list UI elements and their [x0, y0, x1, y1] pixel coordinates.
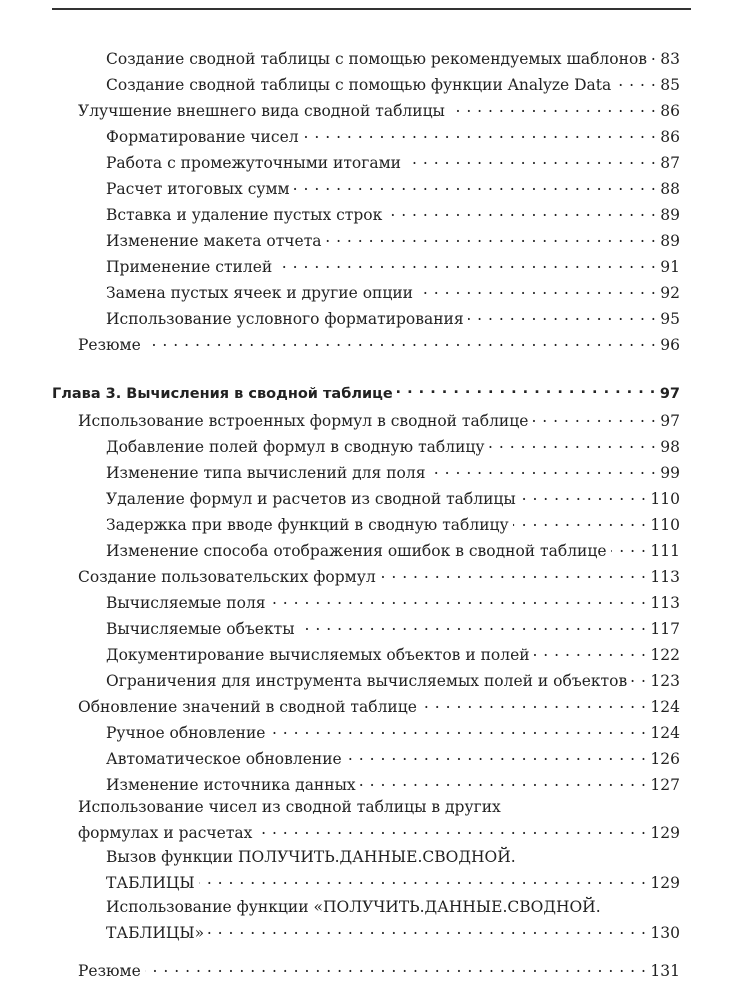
toc-entry-page: 131 [650, 962, 680, 980]
toc-subsection-entry[interactable] [106, 124, 680, 146]
toc-subsection-entry[interactable] [106, 72, 680, 94]
toc-entry-title: Форматирование чисел [106, 128, 299, 146]
dot-leader [346, 746, 647, 764]
toc-entry-page: 97 [659, 386, 680, 402]
toc-subsection-entry[interactable] [106, 150, 680, 172]
toc-entry-title: Изменение типа вычислений для поля [106, 464, 426, 482]
dot-leader [534, 642, 647, 660]
toc-subsection-entry[interactable] [106, 848, 680, 892]
toc-entry-page: 130 [650, 924, 680, 942]
toc-entry-title: Расчет итоговых сумм [106, 180, 290, 198]
toc-subsection-entry[interactable] [106, 746, 680, 768]
toc-section-entry[interactable] [78, 408, 680, 430]
toc-entry-title: Ограничения для инструмента вычисляемых полей и объектов [106, 672, 628, 690]
toc-entry-page: 86 [660, 102, 680, 120]
toc-entry-page: 124 [650, 698, 680, 716]
dot-leader [417, 280, 656, 298]
toc-entry-page: 98 [660, 438, 680, 456]
toc-subsection-entry[interactable] [106, 616, 680, 638]
toc-entry-title: Замена пустых ячеек и другие опции [106, 284, 414, 302]
toc-entry-title: Резюме [78, 962, 141, 980]
toc-section-entry[interactable] [78, 694, 680, 716]
toc-entry-title: Добавление полей формул в сводную таблицу [106, 438, 485, 456]
toc-entry-page: 95 [660, 310, 680, 328]
toc-entry-page: 110 [650, 516, 680, 534]
toc-entry-title: Улучшение внешнего вида сводной таблицы [78, 102, 445, 120]
toc-entry-title: Вычисляемые поля [106, 594, 266, 612]
toc-entry-title: Изменение макета отчета [106, 232, 322, 250]
toc-entry-page: 129 [650, 874, 680, 892]
toc-entry-title: Изменение способа отображения ошибок в сводной таблице [106, 542, 607, 560]
chapter-heading[interactable] [52, 380, 680, 402]
dot-leader [360, 772, 647, 790]
dot-leader [430, 460, 657, 478]
dot-leader [269, 720, 646, 738]
toc-subsection-entry[interactable] [106, 898, 680, 942]
toc-entry-continuation [106, 870, 680, 892]
toc-entry-page: 88 [660, 180, 680, 198]
toc-subsection-entry[interactable] [106, 642, 680, 664]
toc-entry-page: 83 [660, 50, 680, 68]
header-rule [52, 8, 691, 10]
dot-leader [449, 98, 656, 116]
dot-leader [270, 590, 647, 608]
toc-subsection-entry[interactable] [106, 306, 680, 328]
toc-subsection-entry[interactable] [106, 46, 680, 68]
toc-entry-page: 110 [650, 490, 680, 508]
dot-leader [326, 228, 657, 246]
dot-leader [145, 332, 656, 350]
toc-entry-page: 92 [660, 284, 680, 302]
toc-subsection-entry[interactable] [106, 486, 680, 508]
toc-subsection-entry[interactable] [106, 202, 680, 224]
toc-entry-page: 99 [660, 464, 680, 482]
toc-entry-title: Изменение источника данных [106, 776, 356, 794]
dot-leader [520, 486, 647, 504]
dot-leader [294, 176, 657, 194]
toc-entry-page: 85 [660, 76, 680, 94]
toc-entry-title: Глава 3. Вычисления в сводной таблице [52, 386, 393, 402]
toc-entry-title-line2: формулах и расчетах [78, 824, 253, 842]
toc-entry-page: 117 [650, 620, 680, 638]
toc-entry-title: Документирование вычисляемых объектов и полей [106, 646, 530, 664]
toc-entry-title: Создание сводной таблицы с помощью рекомендуемых шаблонов [106, 50, 648, 68]
toc-entry-page: 124 [650, 724, 680, 742]
dot-leader [489, 434, 657, 452]
toc-subsection-entry[interactable] [106, 176, 680, 198]
toc-subsection-entry[interactable] [106, 228, 680, 250]
toc-section-entry[interactable] [78, 798, 680, 842]
toc-section-entry[interactable] [78, 564, 680, 586]
toc-subsection-entry[interactable] [106, 590, 680, 612]
dot-leader [276, 254, 656, 272]
toc-entry-page: 87 [660, 154, 680, 172]
toc-entry-page: 129 [650, 824, 680, 842]
toc-section-entry[interactable] [78, 958, 680, 980]
toc-entry-page: 86 [660, 128, 680, 146]
toc-entry-page: 126 [650, 750, 680, 768]
dot-leader [532, 408, 656, 426]
toc-entry-title-line1: Использование функции «ПОЛУЧИТЬ.ДАННЫЕ.СВОДНОЙ. [106, 898, 601, 916]
dot-leader [256, 820, 646, 838]
toc-entry-title: Вставка и удаление пустых строк [106, 206, 383, 224]
toc-entry-title: Удаление формул и расчетов из сводной таблицы [106, 490, 516, 508]
toc-entry-page: 123 [650, 672, 680, 690]
toc-entry-title-line2: ТАБЛИЦЫ [106, 874, 195, 892]
dot-leader [611, 538, 647, 556]
toc-entry-page: 97 [660, 412, 680, 430]
dot-leader [145, 958, 647, 976]
toc-entry-page: 89 [660, 232, 680, 250]
toc-entry-title: Применение стилей [106, 258, 273, 276]
toc-subsection-entry[interactable] [106, 434, 680, 456]
toc-entry-page: 89 [660, 206, 680, 224]
dot-leader [651, 46, 656, 64]
toc-entry-title: Создание пользовательских формул [78, 568, 376, 586]
toc-subsection-entry[interactable] [106, 772, 680, 794]
toc-entry-page: 127 [650, 776, 680, 794]
toc-entry-title: Использование условного форматирования [106, 310, 464, 328]
toc-subsection-entry[interactable] [106, 720, 680, 742]
toc-entry-continuation [106, 920, 680, 942]
dot-leader [468, 306, 657, 324]
toc-entry-title: Создание сводной таблицы с помощью функции Analyze Data [106, 76, 612, 94]
toc-subsection-entry[interactable] [106, 668, 680, 690]
toc-entry-page: 113 [650, 594, 680, 612]
dot-leader [380, 564, 647, 582]
toc-entry-title: Задержка при вводе функций в сводную таблицу [106, 516, 509, 534]
toc-entry-page: 91 [660, 258, 680, 276]
toc-entry-title-line2: ТАБЛИЦЫ» [106, 924, 205, 942]
dot-leader [421, 694, 647, 712]
toc-entry-page: 111 [650, 542, 680, 560]
toc-entry-title: Работа с промежуточными итогами [106, 154, 401, 172]
toc-entry-title: Ручное обновление [106, 724, 266, 742]
dot-leader [303, 124, 657, 142]
toc-subsection-entry[interactable] [106, 460, 680, 482]
toc-entry-title: Обновление значений в сводной таблице [78, 698, 417, 716]
toc-entry-continuation [78, 820, 680, 842]
toc-subsection-entry[interactable] [106, 254, 680, 276]
toc-entry-page: 122 [650, 646, 680, 664]
toc-entry-page: 113 [650, 568, 680, 586]
dot-leader [631, 668, 646, 686]
toc-entry-title-line1: Вызов функции ПОЛУЧИТЬ.ДАННЫЕ.СВОДНОЙ. [106, 848, 516, 866]
toc-section-entry[interactable] [78, 332, 680, 354]
dot-leader [299, 616, 647, 634]
dot-leader [199, 870, 647, 888]
toc-entry-title: Использование встроенных формул в сводной таблице [78, 412, 529, 430]
toc-section-entry[interactable] [78, 98, 680, 120]
dot-leader [405, 150, 656, 168]
toc-subsection-entry[interactable] [106, 512, 680, 534]
dot-leader [513, 512, 647, 530]
toc-entry-title: Вычисляемые объекты [106, 620, 295, 638]
dot-leader [208, 920, 646, 938]
toc-entry-title: Автоматическое обновление [106, 750, 342, 768]
toc-subsection-entry[interactable] [106, 538, 680, 560]
toc-entry-title-line1: Использование чисел из сводной таблицы в других [78, 798, 501, 816]
dot-leader [397, 380, 656, 398]
toc-entry-title: Резюме [78, 336, 141, 354]
dot-leader [386, 202, 656, 220]
toc-subsection-entry[interactable] [106, 280, 680, 302]
toc-entry-page: 96 [660, 336, 680, 354]
dot-leader [615, 72, 656, 90]
